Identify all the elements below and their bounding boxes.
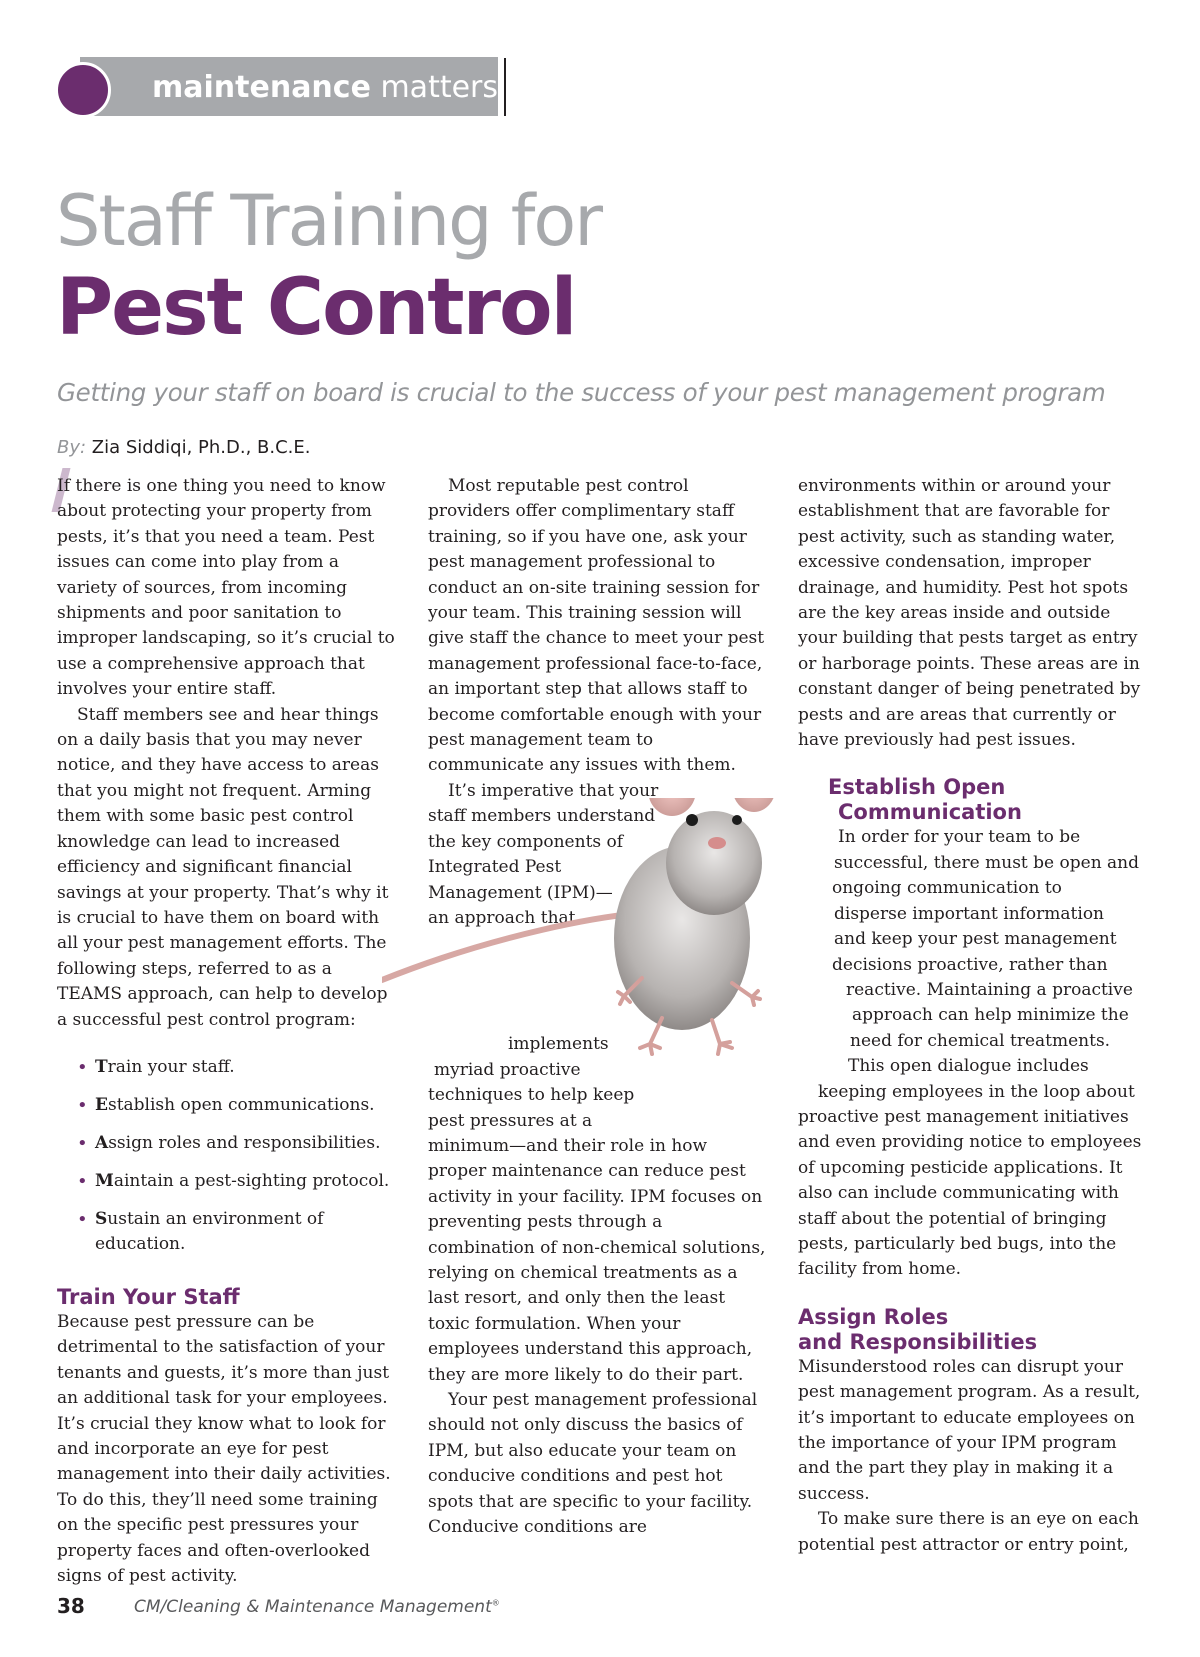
text-line: staff members understand xyxy=(428,806,656,827)
mouse-photo xyxy=(382,798,832,1098)
section-dot-icon xyxy=(55,62,111,118)
text-line: Management (IPM)— xyxy=(428,882,613,903)
list-item-initial: M xyxy=(95,1170,114,1191)
paragraph: Most reputable pest control providers offer complimentary staff training, so if you have one, ask your pest management professional to conduct an on-site training session for your team. This training session will give staff the chance to meet your pest management professional face-to-face, an important step that allows staff to become comfortable enough with your pest management team to communicate any issues with them. xyxy=(428,476,765,776)
subhead-establish-open-communication-line2: Communication xyxy=(838,800,1022,825)
text-line: decisions proactive, rather than xyxy=(832,954,1108,975)
paragraph: Your pest management professional should not only discuss the basics of IPM, but also educate your team on conducive conditions and pest hot spots that are specific to your facility. Conducive conditions are xyxy=(428,1390,758,1538)
list-item-initial: T xyxy=(95,1056,108,1077)
mouse-eye-right xyxy=(732,815,742,825)
text-line: myriad proactive xyxy=(434,1059,581,1080)
mouse-head xyxy=(666,811,762,915)
text-line: In order for your team to be xyxy=(838,827,1081,848)
text-line: need for chemical treatments. xyxy=(850,1030,1111,1051)
text-line: the key components of xyxy=(428,831,624,852)
mouse-nose xyxy=(708,837,726,849)
registered-mark: ® xyxy=(491,1598,500,1608)
byline xyxy=(57,436,311,460)
section-label-bold: maintenance xyxy=(152,70,371,105)
article-title-line2: Pest Control xyxy=(56,263,576,353)
subhead-establish-open-communication-line1: Establish Open xyxy=(828,775,1006,800)
paragraph: To make sure there is an eye on each potential pest attractor or entry point, xyxy=(798,1509,1139,1555)
text-line: an approach that xyxy=(428,907,576,928)
paragraph: minimum—and their role in how proper maintenance can reduce pest activity in your facility. IPM focuses on preventing pests through a combination of non-chemical solutions, relying on chemical treatments as a last resort, and only then the least toxic formulation. When your employees understand this approach, they are more likely to do their part. xyxy=(428,1135,766,1385)
text-line: pest pressures at a xyxy=(428,1110,593,1131)
text-line: This open dialogue includes xyxy=(848,1056,1089,1077)
article-title-line1: Staff Training for xyxy=(56,180,602,262)
text-line: Integrated Pest xyxy=(428,857,562,878)
text-line: techniques to help keep xyxy=(428,1085,635,1106)
section-label-rest: matters xyxy=(370,70,499,105)
article-deck: Getting your staff on board is crucial to the success of your pest management program xyxy=(57,378,1106,407)
subhead-assign-roles-line2: and Responsibilities xyxy=(798,1329,1038,1354)
text-line: successful, there must be open and xyxy=(834,852,1140,873)
list-item-initial: A xyxy=(95,1132,109,1153)
text-line: It’s imperative that your xyxy=(448,780,659,801)
list-item xyxy=(57,1169,402,1194)
mouse-paw-right xyxy=(732,983,760,1005)
paragraph: environments within or around your establishment that are favorable for pest activity, such as standing water, excessive condensation, improper drainage, and humidity. Pest hot spots are the key areas inside and outside your building that pests target as entry or harborage points. These areas are in constant danger of being penetrated by pests and are areas that currently or have previously had pest issues. xyxy=(798,476,1141,751)
list-item-text: stablish open communications. xyxy=(107,1094,375,1115)
text-line: disperse important information xyxy=(834,903,1104,924)
list-item xyxy=(57,1055,402,1080)
text-line: and keep your pest management xyxy=(834,929,1117,950)
text-line: approach can help minimize the xyxy=(852,1005,1129,1026)
byline-prefix: By: xyxy=(57,437,87,458)
column-3 xyxy=(798,474,1143,1558)
list-item-text: rain your staff. xyxy=(107,1056,235,1077)
text-line: ongoing communication to xyxy=(832,878,1062,899)
list-item-text: ssign roles and responsibilities. xyxy=(108,1132,381,1153)
paragraph: Because pest pressure can be detrimental to the satisfaction of your tenants and guests, it’s more than just an additional task for your employees. It’s crucial they know what to look for and incorporate an eye for pest management into their daily activities. To do this, they’ll need some training on the specific pest pressures your property faces and often-overlooked signs of pest activity. xyxy=(57,1311,391,1586)
paragraph: Misunderstood roles can disrupt your pest management program. As a result, it’s important to educate employees on the importance of your IPM program and the part they play in making it a success. xyxy=(798,1356,1141,1504)
subhead-assign-roles-line1: Assign Roles xyxy=(798,1304,949,1329)
mouse-ear-left xyxy=(648,798,696,816)
mouse-tail xyxy=(382,913,642,980)
teams-list xyxy=(57,1055,402,1257)
list-item-initial: E xyxy=(95,1094,108,1115)
mouse-eye-left xyxy=(686,814,698,826)
list-item xyxy=(57,1207,402,1257)
header-divider xyxy=(504,58,506,116)
paragraph: proactive pest management initiatives and even providing notice to employees of upcoming pesticide applications. It also can include communicating with staff about the potential of bringing pests, particularly bed bugs, into the facility from home. xyxy=(798,1106,1142,1280)
text-line: reactive. Maintaining a proactive xyxy=(846,979,1133,1000)
publication-name xyxy=(134,1597,500,1617)
list-item xyxy=(57,1093,402,1118)
mouse-foot-right xyxy=(712,1020,732,1054)
list-item xyxy=(57,1131,402,1156)
list-item-text: ustain an environment of education. xyxy=(95,1208,324,1254)
publication-title: CM/Cleaning & Maintenance Management xyxy=(134,1597,492,1617)
list-item-initial: S xyxy=(95,1208,108,1229)
mouse-foot-left xyxy=(640,1018,662,1054)
list-item-text: aintain a pest-sighting protocol. xyxy=(113,1170,390,1191)
subhead-train-your-staff: Train Your Staff xyxy=(57,1284,240,1309)
paragraph-wrap xyxy=(798,825,1143,1104)
mouse-ear-right xyxy=(732,798,776,812)
byline-author: Zia Siddiqi, Ph.D., B.C.E. xyxy=(86,437,311,458)
text-line: implements xyxy=(508,1034,609,1055)
section-label xyxy=(152,68,498,108)
paragraph: Staff members see and hear things on a daily basis that you may never notice, and they have access to areas that you might not frequent. Arming them with some basic pest control knowledge can lead to increased efficiency and significant financial savings at your property. That’s why it is crucial to have them on board with all your pest management efforts. The following steps, referred to as a TEAMS approach, can help to develop a successful pest control program: xyxy=(57,704,389,1030)
column-1 xyxy=(57,474,402,1589)
page-number: 38 xyxy=(57,1594,85,1618)
paragraph: If there is one thing you need to know about protecting your property from pests, it’s that you need a team. Pest issues can come into play from a variety of sources, from incoming shipments and poor sanitation to improper landscaping, so it’s crucial to use a comprehensive approach that involves your entire staff. xyxy=(57,476,395,700)
text-line: keeping employees in the loop about xyxy=(818,1081,1135,1102)
